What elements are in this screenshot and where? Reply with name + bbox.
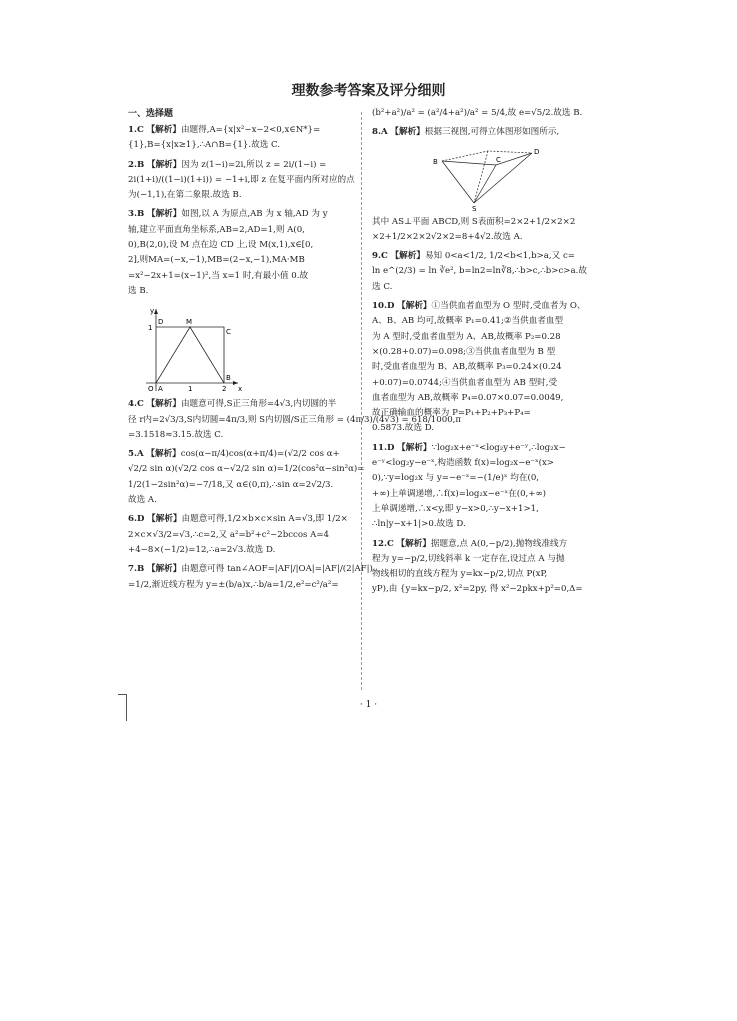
answer-line bbox=[372, 125, 598, 140]
point-s-label: S bbox=[472, 204, 477, 213]
right-column bbox=[372, 106, 598, 602]
answer-letter: D bbox=[136, 514, 145, 525]
answer-text: 0.5873.故选 D. bbox=[372, 423, 435, 434]
answer-item bbox=[372, 249, 598, 295]
answer-line bbox=[372, 537, 598, 552]
answer-line bbox=[372, 264, 598, 279]
page-title: 理数参考答案及评分细则 bbox=[291, 83, 446, 99]
answer-line bbox=[128, 173, 355, 188]
answer-line bbox=[128, 138, 352, 153]
answer-text: 易知 0<a<1/2, 1/2<b<1,b>a,又 c= bbox=[424, 251, 575, 262]
answer-line bbox=[128, 462, 365, 477]
answer-line bbox=[372, 517, 598, 532]
answer-line bbox=[372, 441, 598, 456]
analysis-tag: 【解析】 bbox=[397, 301, 432, 312]
page-number: · 1 · bbox=[359, 700, 378, 710]
question-number: 11. bbox=[372, 442, 387, 453]
question-number: 6. bbox=[128, 514, 137, 525]
answer-text: 2i(1+i)/((1−i)(1+i)) = −1+i,即 z 在复平面内所对应的点 bbox=[128, 174, 355, 185]
answer-item bbox=[372, 106, 598, 121]
answer-line bbox=[128, 493, 352, 508]
answer-line bbox=[372, 299, 598, 314]
answer-item bbox=[128, 123, 352, 154]
answer-line bbox=[372, 230, 598, 245]
answer-text: e⁻ʸ<log₂y−e⁻ˣ,构造函数 f(x)=log₂x−e⁻ˣ(x> bbox=[372, 458, 555, 469]
x-axis-label: x bbox=[238, 385, 243, 394]
answer-text: 血者血型为 AB,故概率 P₄=0.07×0.07=0.0049, bbox=[372, 392, 564, 403]
answer-line bbox=[372, 582, 598, 597]
answer-text: cos(α−π/4)cos(α+π/4)=(√2/2 cos α+ bbox=[180, 449, 340, 460]
question-number: 8. bbox=[372, 127, 381, 138]
answer-line bbox=[128, 269, 352, 284]
point-m-label: M bbox=[186, 318, 193, 327]
edge-ds bbox=[474, 153, 532, 203]
answer-letter: B bbox=[136, 159, 145, 170]
answer-text: 因为 z(1−i)=2i,所以 z = 2i/(1−i) = bbox=[181, 159, 327, 170]
answer-line bbox=[128, 223, 352, 238]
answer-text: 为(−1,1),在第二象限.故选 B. bbox=[128, 190, 242, 201]
answer-text: +∞)上单调递增,∴f(x)=log₂x−e⁻ˣ在(0,+∞) bbox=[372, 488, 546, 499]
answer-text: 由题得,A={x|x²−x−2<0,x∈N*}= bbox=[180, 125, 321, 135]
answer-text: ①当供血者血型为 O 型时,受血者为 O、 bbox=[431, 301, 586, 312]
answer-line bbox=[128, 253, 352, 268]
answer-line bbox=[128, 543, 352, 558]
answer-letter: B bbox=[136, 209, 145, 220]
answer-text: ∵log₂x+e⁻ˣ<log₂y+e⁻ʸ,∴log₂x− bbox=[431, 442, 566, 453]
answer-line bbox=[128, 447, 352, 462]
answer-text: (b²+a²)/a² = (a²/4+a²)/a² = 5/4,故 e=√5/2.故选 B. bbox=[372, 108, 583, 118]
answer-line bbox=[128, 478, 352, 493]
answer-letter: B bbox=[136, 564, 145, 575]
answer-line bbox=[372, 106, 598, 121]
pyramid-diagram bbox=[432, 145, 542, 211]
answer-line bbox=[372, 421, 598, 436]
answer-text: 由题意可得 tan∠AOF=|AF|/|OA|=|AF|/(2|AF|) bbox=[181, 564, 373, 575]
answer-letter: A bbox=[380, 127, 388, 138]
answer-text: 0),B(2,0),设 M 点在边 CD 上,设 M(x,1),x∈[0, bbox=[128, 240, 314, 251]
answer-text: 程为 y=−p/2,切线斜率 k 一定存在,设过点 A 与抛 bbox=[372, 553, 565, 564]
question-number: 5. bbox=[128, 449, 137, 460]
analysis-tag: 【解析】 bbox=[146, 564, 182, 575]
analysis-tag: 【解析】 bbox=[390, 127, 425, 138]
question-number: 12. bbox=[372, 538, 387, 549]
answer-text: 据题意,点 A(0,−p/2),抛物线准线方 bbox=[430, 538, 568, 549]
analysis-tag: 【解析】 bbox=[397, 442, 432, 453]
analysis-tag: 【解析】 bbox=[390, 251, 425, 262]
answer-line bbox=[128, 562, 373, 577]
answer-text: 由题意可得,S正三角形=4√3,内切圆的半 bbox=[180, 399, 337, 410]
point-d-label: D bbox=[534, 147, 540, 156]
answer-line bbox=[372, 406, 598, 421]
answer-text: 选 C. bbox=[372, 281, 393, 292]
answer-line bbox=[372, 502, 598, 517]
analysis-tag: 【解析】 bbox=[147, 514, 182, 525]
answer-line bbox=[372, 376, 598, 391]
answer-line bbox=[128, 428, 352, 443]
point-c-label: C bbox=[226, 328, 231, 337]
x-tick-1: 1 bbox=[188, 385, 193, 394]
edge-bs bbox=[442, 161, 474, 203]
answer-text: √2/2 sin α)(√2/2 cos α−√2/2 sin α)=1/2(cos²α−sin²α)= bbox=[128, 464, 365, 475]
answer-line bbox=[372, 487, 598, 502]
answer-letter: A bbox=[136, 449, 144, 460]
answer-line bbox=[372, 330, 598, 345]
answer-text: A、B、AB 均可,故概率 P₁=0.41;②当供血者血型 bbox=[372, 316, 564, 327]
point-d-label: D bbox=[158, 318, 164, 327]
rectangle-edges bbox=[156, 327, 224, 383]
answer-text: 根据三视图,可得立体图形如图所示, bbox=[424, 127, 560, 138]
answer-text: 径 r内=2√3/3,S内切圆=4π/3,则 S内切圆/S正三角形 = (4π/3)/(4√3) = 618/1000,π bbox=[128, 414, 462, 425]
x-tick-2: 2 bbox=[222, 385, 227, 394]
answer-text: 故选 A. bbox=[128, 495, 157, 506]
answer-item bbox=[372, 215, 598, 246]
answer-line bbox=[372, 215, 598, 230]
right-item-list bbox=[372, 106, 598, 598]
answer-letter: C bbox=[136, 399, 144, 410]
answer-line bbox=[128, 238, 352, 253]
answer-item bbox=[372, 299, 598, 437]
answer-text: 物线相切的直线方程为 y=kx−p/2,切点 P(xP, bbox=[372, 569, 548, 580]
answer-line bbox=[372, 391, 598, 406]
answer-line bbox=[372, 280, 598, 295]
answer-line bbox=[128, 207, 352, 222]
y-axis-label: y bbox=[150, 307, 155, 316]
answer-text: =x²−2x+1=(x−1)²,当 x=1 时,有最小值 0.故 bbox=[128, 270, 309, 281]
answer-text: 2×c×√3/2=√3,∴c=2,又 a²=b²+c²−2bccos A=4 bbox=[128, 529, 330, 540]
analysis-tag: 【解析】 bbox=[146, 449, 181, 460]
answer-text: ×2+1/2×2×2√2×2=8+4√2.故选 A. bbox=[372, 231, 523, 242]
answer-line bbox=[128, 188, 352, 203]
question-number: 1. bbox=[128, 125, 137, 135]
edge-cs bbox=[474, 165, 496, 203]
answer-text: =3.1518≈3.15.故选 C. bbox=[128, 429, 224, 440]
ma-mb-lines bbox=[156, 327, 224, 383]
point-c-label: C bbox=[496, 155, 501, 164]
answer-letter: D bbox=[386, 301, 395, 312]
answer-text: 为 A 型时,受血者血型为 A、AB,故概率 P₂=0.28 bbox=[372, 331, 561, 342]
answer-letter: D bbox=[386, 442, 395, 453]
answer-item bbox=[128, 512, 352, 558]
point-b-label: B bbox=[433, 157, 438, 166]
origin-label: O bbox=[148, 385, 154, 394]
answer-text: 由题意可得,1/2×b×c×sin A=√3,即 1/2× bbox=[181, 514, 348, 525]
answer-item bbox=[128, 207, 352, 299]
answer-text: 选 B. bbox=[128, 285, 149, 296]
answer-line bbox=[372, 249, 598, 264]
answer-line bbox=[372, 345, 598, 360]
answer-line bbox=[372, 456, 598, 471]
answer-line bbox=[128, 413, 462, 428]
answer-text: +0.07)=0.0744;④当供血者血型为 AB 型时,受 bbox=[372, 377, 558, 388]
answer-letter: C bbox=[380, 251, 388, 262]
answer-letter: C bbox=[386, 538, 394, 549]
question-number: 2. bbox=[128, 159, 137, 170]
answer-text: +4−8×(−1/2)=12,∴a=2√3.故选 D. bbox=[128, 544, 276, 555]
answer-text: ∴ln|y−x+1|>0.故选 D. bbox=[372, 519, 466, 530]
answer-text: 0),∵y=log₂x 与 y=−e⁻ˣ=−(1/e)ˣ 均在(0, bbox=[372, 473, 540, 484]
answer-line bbox=[128, 158, 352, 173]
answer-text: 轴,建立平面直角坐标系,AB=2,AD=1,则 A(0, bbox=[128, 224, 305, 235]
answer-text: 1/2(1−2sin²α)=−7/18,又 α∈(0,π),∴sin α=2√2/3. bbox=[128, 479, 334, 490]
answer-line bbox=[128, 284, 352, 299]
answer-line bbox=[128, 512, 352, 527]
y-axis-arrow-icon bbox=[154, 309, 158, 314]
column-divider bbox=[361, 112, 362, 690]
analysis-tag: 【解析】 bbox=[146, 125, 181, 135]
question-number: 3. bbox=[128, 209, 137, 220]
question-number: 4. bbox=[128, 399, 137, 410]
point-b-label: B bbox=[226, 374, 231, 383]
point-a-label: A bbox=[158, 385, 163, 394]
answer-text: 上单调递增,∴x<y,即 y−x>0,∴y−x+1>1, bbox=[372, 503, 539, 514]
section-heading: 一、选择题 bbox=[128, 109, 174, 119]
answer-text: 故正确输血的概率为 P=P₁+P₂+P₃+P₄= bbox=[372, 408, 531, 419]
answer-line bbox=[128, 578, 352, 593]
question-number: 10. bbox=[372, 301, 387, 312]
answer-text: yP),由 {y=kx−p/2, x²=2py, 得 x²−2pkx+p²=0,Δ= bbox=[372, 584, 583, 595]
answer-line bbox=[372, 567, 598, 582]
question-number: 9. bbox=[372, 251, 381, 262]
analysis-tag: 【解析】 bbox=[146, 209, 182, 220]
hidden-edge-as bbox=[474, 151, 488, 203]
answer-text: 其中 AS⊥平面 ABCD,则 S表面积=2×2+1/2×2×2 bbox=[372, 216, 576, 227]
answer-item bbox=[372, 537, 598, 598]
answer-text: ×(0.28+0.07)=0.098;③当供血者血型为 B 型 bbox=[372, 346, 556, 357]
answer-line bbox=[372, 314, 598, 329]
answer-text: 如图,以 A 为原点,AB 为 x 轴,AD 为 y bbox=[181, 209, 328, 220]
answer-line bbox=[128, 397, 352, 412]
answer-text: 2],则MA=(−x,−1),MB=(2−x,−1),MA·MB bbox=[128, 255, 305, 266]
answer-line bbox=[128, 123, 352, 138]
answer-item bbox=[372, 125, 598, 140]
y-tick-1: 1 bbox=[148, 324, 153, 333]
answer-letter: C bbox=[136, 125, 144, 135]
answer-item bbox=[128, 158, 355, 204]
solid-figure bbox=[372, 145, 598, 215]
answer-line bbox=[372, 552, 598, 567]
answer-text: {1},B={x|x≥1},∴A∩B={1}.故选 C. bbox=[128, 140, 281, 151]
answer-item bbox=[372, 441, 598, 533]
answer-item bbox=[128, 447, 365, 508]
answer-line bbox=[128, 528, 352, 543]
analysis-tag: 【解析】 bbox=[396, 538, 431, 549]
question-number: 7. bbox=[128, 564, 137, 575]
answer-text: 时,受血者血型为 B、AB,故概率 P₃=0.24×(0.24 bbox=[372, 362, 562, 373]
answer-line bbox=[372, 360, 598, 375]
rectangle-coordinate-diagram bbox=[128, 303, 248, 393]
answer-item bbox=[128, 562, 373, 593]
answer-text: ln e^(2/3) = ln ∛e², b=ln2=ln∛8,∴b>c,∴b>c>a.故 bbox=[372, 266, 587, 277]
analysis-tag: 【解析】 bbox=[146, 399, 181, 410]
coordinate-figure bbox=[128, 303, 352, 397]
answer-line bbox=[372, 471, 598, 486]
answer-text: =1/2,渐近线方程为 y=±(b/a)x,∴b/a=1/2,e²=c²/a²= bbox=[128, 579, 339, 590]
analysis-tag: 【解析】 bbox=[146, 159, 182, 170]
